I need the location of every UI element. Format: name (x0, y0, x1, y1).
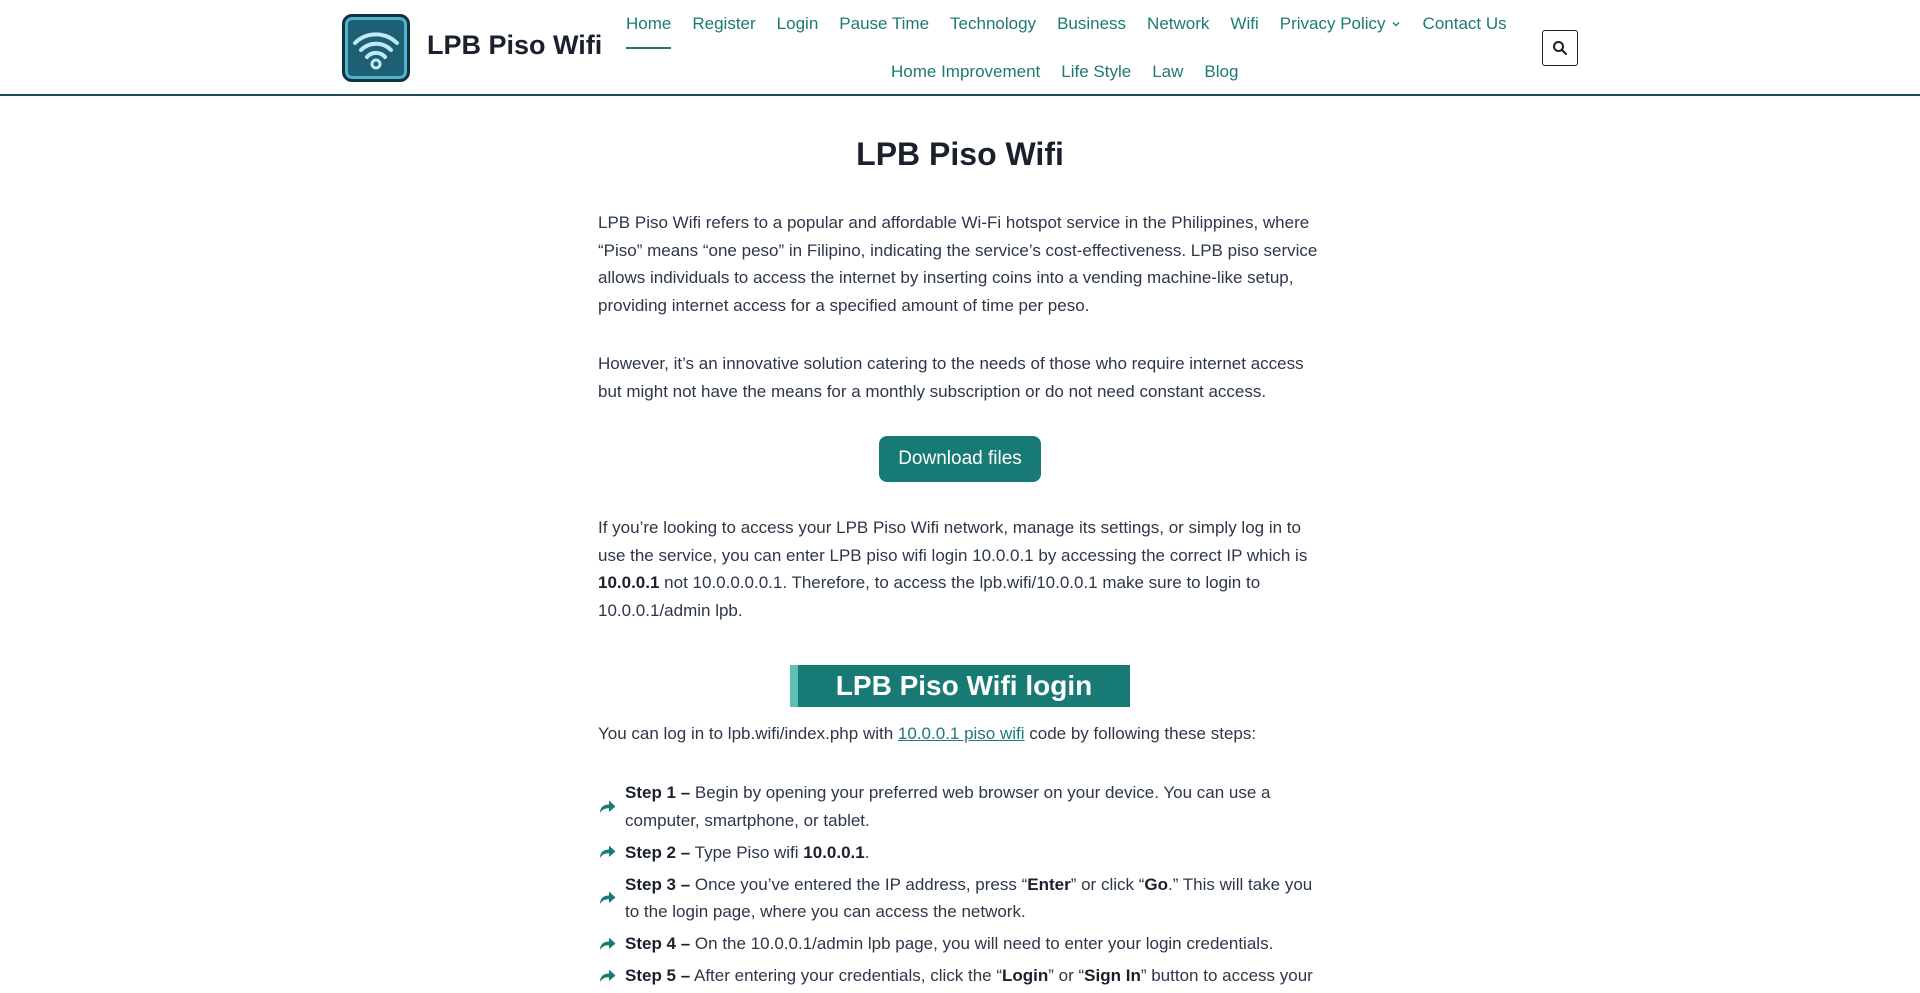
share-arrow-icon (598, 798, 617, 816)
step-text: Once you’ve entered the IP address, press “ (690, 874, 1028, 894)
share-arrow-icon (598, 843, 617, 861)
step-item (598, 962, 1322, 990)
ip-paragraph (598, 514, 1322, 624)
nav-life-style[interactable]: Life Style (1061, 62, 1132, 81)
step-item (598, 871, 1322, 926)
nav-privacy-policy-label: Privacy Policy (1279, 14, 1386, 33)
search-button[interactable] (1542, 30, 1578, 66)
step-emphasis: Enter (1027, 874, 1071, 894)
site-title[interactable]: LPB Piso Wifi (427, 30, 603, 60)
primary-nav-row-1 (626, 12, 1507, 36)
step-text: Type Piso wifi (690, 842, 804, 862)
step-label: Step 5 – (625, 966, 691, 985)
step-label: Step 4 – (625, 934, 691, 953)
login-intro-before: You can log in to lpb.wifi/index.php with (598, 724, 898, 743)
step-text: .” This will take you to the login page, where you can access the network. (625, 874, 1313, 921)
share-arrow-icon (598, 967, 617, 985)
second-paragraph: However, it’s an innovative solution catering to the needs of those who require internet access but might not have the means for a monthly subscription or do not need constant access. (598, 354, 1304, 401)
nav-contact-us[interactable]: Contact Us (1422, 14, 1507, 33)
nav-login[interactable]: Login (776, 14, 819, 33)
share-arrow-icon (598, 935, 617, 953)
steps-list (598, 779, 1322, 993)
step-label: Step 2 – (625, 842, 691, 862)
step-emphasis: Login (1002, 966, 1049, 985)
nav-wifi[interactable]: Wifi (1230, 14, 1259, 33)
nav-network[interactable]: Network (1147, 14, 1210, 33)
nav-law[interactable]: Law (1152, 62, 1184, 81)
login-intro-after: code by following these steps: (1024, 724, 1257, 743)
step-item (598, 779, 1322, 834)
step-text: Begin by opening your preferred web browser on your device. You can use a computer, smartphone, or tablet. (625, 783, 1271, 830)
step-label: Step 3 – (625, 874, 691, 894)
nav-business[interactable]: Business (1057, 14, 1127, 33)
piso-wifi-link[interactable]: 10.0.0.1 piso wifi (897, 724, 1025, 743)
primary-nav-row-2 (891, 60, 1238, 84)
step-text: After entering your credentials, click the “ (690, 966, 1003, 985)
step-text: . (864, 842, 870, 862)
share-arrow-icon (598, 889, 617, 907)
step-text: ” button to access your (1140, 966, 1313, 985)
nav-blog[interactable]: Blog (1204, 62, 1239, 81)
step-emphasis: Go (1144, 874, 1168, 894)
nav-home-improvement[interactable]: Home Improvement (891, 62, 1041, 81)
wifi-icon[interactable] (342, 14, 410, 82)
step-item (598, 930, 1322, 958)
step-item (598, 839, 1322, 867)
step-emphasis: 10.0.0.1 (803, 842, 865, 862)
step-text: ” or click “ (1070, 874, 1145, 894)
ip-address-bold: 10.0.0.1 (598, 573, 660, 592)
step-emphasis: Sign In (1084, 966, 1141, 985)
ip-paragraph-text-2: not 10.0.0.0.0.1. Therefore, to access the lpb.wifi/10.0.0.1 make sure to login to 10.0.0.1/admin lpb. (598, 573, 1261, 620)
step-text: On the 10.0.0.1/admin lpb page, you will need to enter your login credentials. (690, 934, 1274, 953)
page-title: LPB Piso Wifi (856, 136, 1064, 172)
ip-paragraph-text: If you’re looking to access your LPB Piso Wifi network, manage its settings, or simply log in to use the service, you can enter LPB piso wifi login 10.0.0.1 by accessing the correct IP which is (598, 518, 1308, 565)
nav-privacy-policy[interactable] (1280, 14, 1402, 34)
download-files-button[interactable]: Download files (879, 436, 1041, 482)
step-text: ” or “ (1048, 966, 1085, 985)
site-header (0, 0, 1920, 96)
nav-pause-time[interactable]: Pause Time (839, 14, 930, 33)
search-icon (1552, 40, 1568, 56)
intro-paragraph: LPB Piso Wifi refers to a popular and affordable Wi-Fi hotspot service in the Philippines, where “Piso” means “one peso” in Filipino, indicating the service’s cost-effectiveness. LPB piso service allows individuals to access the internet by inserting coins into a vending machine-like setup, providing internet access for a specified amount of time per peso. (598, 213, 1318, 315)
nav-register[interactable]: Register (692, 14, 756, 33)
section-heading-login: LPB Piso Wifi login (790, 665, 1130, 707)
login-intro (598, 720, 1322, 747)
chevron-down-icon (1390, 18, 1402, 30)
nav-technology[interactable]: Technology (950, 14, 1037, 33)
nav-home[interactable]: Home (626, 14, 672, 33)
step-label: Step 1 – (625, 783, 691, 802)
wifi-logo-graphic (349, 21, 403, 75)
